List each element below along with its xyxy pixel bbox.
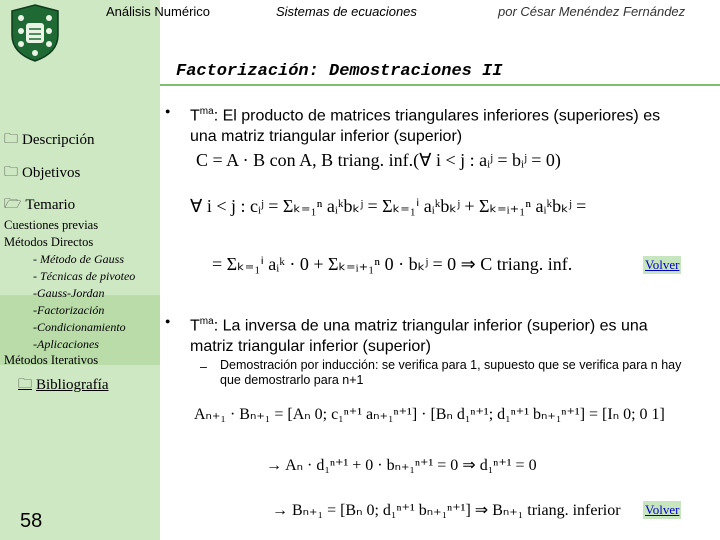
nav-objetivos-label: Objetivos (22, 164, 81, 181)
page-number: 58 (20, 510, 43, 532)
theorem-1: $T^{ma}$: El producto de matrices triangulares inferiores (superiores) es una matriz triangular inferior (superior) (190, 106, 661, 146)
page-title: Factorización: Demostraciones II (176, 62, 503, 81)
folder-icon: 🗀 (18, 377, 32, 392)
equation-2: ∀ i < j : cᵢʲ = Σₖ₌₁ⁿ aᵢᵏbₖʲ = Σₖ₌₁ⁱ aᵢᵏbₖʲ + Σₖ₌ᵢ₊₁ⁿ aᵢᵏbₖʲ = (190, 196, 587, 216)
equation-6: → Bₙ₊₁ = [Bₙ 0; d₁ⁿ⁺¹ bₙ₊₁ⁿ⁺¹] ⇒ Bₙ₊₁ triang. inferior (272, 502, 621, 519)
open-folder-icon: 🗁 (4, 197, 22, 212)
equation-3: = Σₖ₌₁ⁱ aᵢᵏ · 0 + Σₖ₌ᵢ₊₁ⁿ 0 · bₖʲ = 0 ⇒ C triang. inf. (212, 254, 573, 274)
nav-temario-label: Temario (25, 196, 76, 213)
header-author: por César Menéndez Fernández (498, 4, 686, 19)
nav-descripcion[interactable] (4, 128, 94, 152)
volver-link[interactable]: Volver (645, 257, 680, 272)
header-topic: Sistemas de ecuaciones (276, 4, 417, 19)
sidebar-item-gauss-jordan[interactable]: -Gauss-Jordan (33, 286, 105, 300)
proof-text: Demostración por inducción: se verifica para 1, supuesto que se verifica para n hay que demostrarlo para n+1 (220, 358, 682, 387)
volver-link[interactable]: Volver (645, 502, 680, 517)
sidebar-item-aplicaciones[interactable]: -Aplicaciones (33, 337, 99, 351)
sidebar-item-pivoteo[interactable]: - Técnicas de pivoteo (33, 269, 136, 283)
title-divider (160, 84, 720, 86)
sidebar-item-metodos-directos[interactable]: Métodos Directos (4, 235, 94, 249)
sidebar-item-factorizacion[interactable]: -Factorización (33, 303, 105, 317)
sidebar-item-iterativos[interactable]: Métodos Iterativos (4, 353, 99, 367)
nav-temario[interactable] (4, 193, 75, 217)
sidebar-item-cuestiones[interactable]: Cuestiones previas (4, 218, 99, 232)
sidebar-item-condicionamiento[interactable]: -Condicionamiento (33, 320, 126, 334)
header-course: Análisis Numérico (106, 4, 211, 19)
nav-bibliografia-label: Bibliografía (36, 376, 109, 393)
nav-bibliografia[interactable] (18, 373, 108, 397)
folder-icon: 🗀 (4, 165, 18, 180)
equation-5: → Aₙ · d₁ⁿ⁺¹ + 0 · bₙ₊₁ⁿ⁺¹ = 0 ⇒ d₁ⁿ⁺¹ = 0 (266, 457, 537, 474)
folder-icon: 🗀 (4, 132, 18, 147)
sidebar-item-gauss[interactable]: - Método de Gauss (33, 252, 124, 266)
theorem-2: $T^{ma}$: La inversa de una matriz triangular inferior (superior) es una matriz triangular inferior (superior) (190, 316, 648, 356)
university-logo-icon (6, 3, 64, 63)
bullet-icon: ● (165, 316, 171, 326)
nav-descripcion-label: Descripción (22, 131, 95, 148)
proof-dash: – (200, 360, 207, 374)
equation-1: C = A · B con A, B triang. inf.(∀ i < j : aᵢʲ = bᵢʲ = 0) (196, 150, 561, 170)
nav-objetivos[interactable] (4, 161, 80, 185)
equation-4: Aₙ₊₁ · Bₙ₊₁ = [Aₙ 0; c₁ⁿ⁺¹ aₙ₊₁ⁿ⁺¹] · [Bₙ d₁ⁿ⁺¹; d₁ⁿ⁺¹ bₙ₊₁ⁿ⁺¹] = [Iₙ 0; 0 1] (194, 406, 665, 423)
bullet-icon: ● (165, 106, 171, 116)
